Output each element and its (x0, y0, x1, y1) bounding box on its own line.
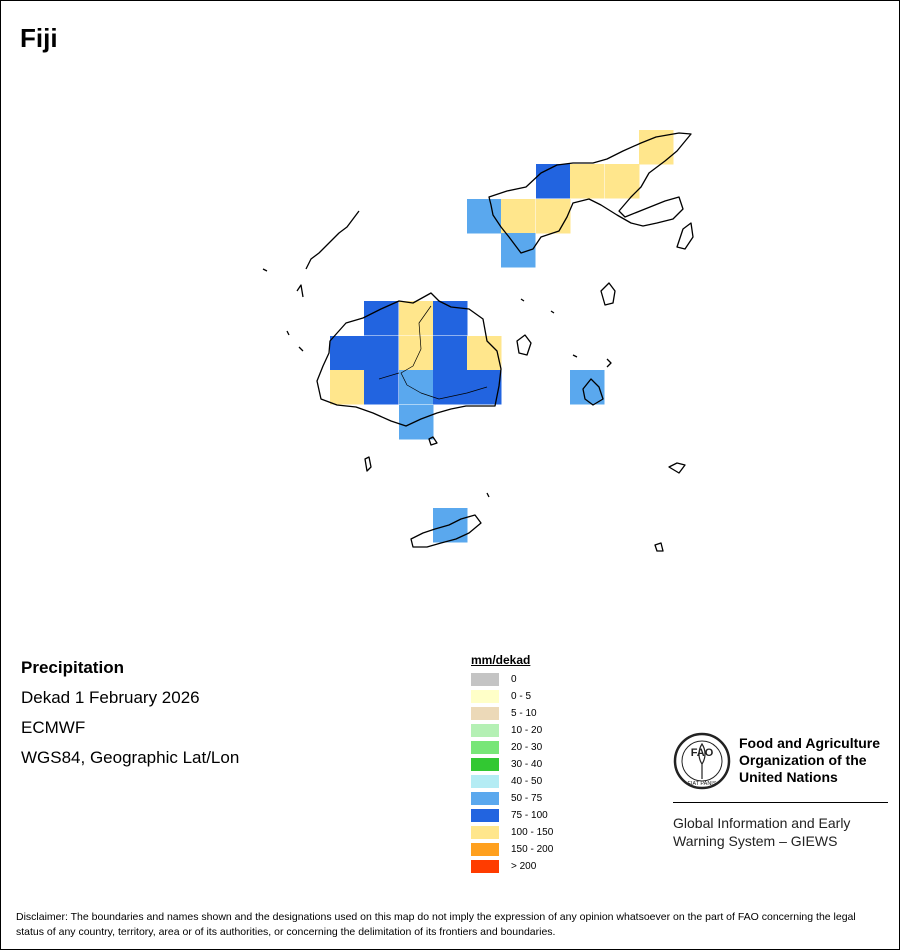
precipitation-cell (399, 370, 434, 405)
legend-label: 5 - 10 (511, 708, 537, 719)
precipitation-cell (364, 370, 399, 405)
precipitation-cell (399, 405, 434, 440)
precipitation-cell (570, 164, 605, 199)
precipitation-cell (364, 301, 399, 336)
taveuni-coast (677, 223, 693, 249)
legend-label: 75 - 100 (511, 810, 548, 821)
legend-entry (471, 756, 553, 773)
precipitation-cell (467, 336, 502, 371)
fao-logo-icon (673, 732, 731, 790)
legend-swatch (471, 673, 499, 686)
projection-label: WGS84, Geographic Lat/Lon (21, 748, 240, 767)
legend-entry (471, 671, 553, 688)
legend-label: 100 - 150 (511, 827, 554, 838)
legend-swatch (471, 724, 499, 737)
legend-swatch (471, 758, 499, 771)
legend-entry (471, 705, 553, 722)
legend-entry (471, 824, 553, 841)
legend-entry (471, 773, 553, 790)
legend-swatch (471, 860, 499, 873)
legend-swatch (471, 843, 499, 856)
precipitation-cell (501, 199, 536, 234)
precipitation-cell (330, 336, 365, 371)
legend-swatch (471, 792, 499, 805)
organization-divider (673, 802, 888, 803)
legend-label: 30 - 40 (511, 759, 543, 770)
legend-label: 150 - 200 (511, 844, 554, 855)
koro-coast (601, 283, 615, 305)
precipitation-cell (399, 336, 434, 371)
legend-label: 40 - 50 (511, 776, 543, 787)
precipitation-cell (536, 199, 571, 234)
legend-entry (471, 688, 553, 705)
variable-label: Precipitation (21, 658, 124, 677)
disclaimer: Disclaimer: The boundaries and names shown and the designations used on this map do not imply the expression of any opinion whatsoever on the part of FAO concerning the legal status of any country, territory, area or of its authorities, or concerning the delimitation of its frontiers and boundaries. (16, 911, 856, 938)
legend-entry (471, 807, 553, 824)
precipitation-cell (433, 336, 468, 371)
legend-label: 0 (511, 674, 517, 685)
organization-name: Food and Agriculture Organization of the United Nations (739, 735, 881, 785)
legend-label: 10 - 20 (511, 725, 543, 736)
legend-swatch (471, 826, 499, 839)
legend-swatch (471, 707, 499, 720)
legend-entry (471, 739, 553, 756)
precipitation-cell (330, 370, 365, 405)
precipitation-cell (433, 508, 468, 543)
source-label: ECMWF (21, 718, 86, 737)
system-name: Global Information and Early Warning System – GIEWS (673, 815, 851, 849)
legend-entry (471, 790, 553, 807)
precipitation-cell (364, 336, 399, 371)
legend-entry (471, 858, 553, 875)
legend-entry (471, 722, 553, 739)
precipitation-cell (536, 164, 571, 199)
legend-entry (471, 841, 553, 858)
legend-label: 20 - 30 (511, 742, 543, 753)
ovalau-coast (517, 335, 531, 355)
precipitation-cell (433, 370, 468, 405)
precipitation-cell (399, 301, 434, 336)
period-label: Dekad 1 February 2026 (21, 688, 200, 707)
precipitation-cell (467, 199, 502, 234)
precipitation-map (1, 101, 899, 621)
fao-logo-motto: FIAT PANIS (687, 781, 717, 787)
legend-swatch (471, 775, 499, 788)
page-title: Fiji (20, 23, 58, 53)
legend-swatch (471, 690, 499, 703)
legend-label: 50 - 75 (511, 793, 543, 804)
legend-label: > 200 (511, 861, 537, 872)
legend-swatch (471, 809, 499, 822)
legend-swatch (471, 741, 499, 754)
legend-title: mm/dekad (471, 653, 531, 667)
legend (471, 671, 553, 875)
legend-label: 0 - 5 (511, 691, 532, 702)
precipitation-grid (330, 130, 674, 543)
yasawa-islands (263, 211, 359, 297)
fao-logo-text: FAO (690, 747, 714, 759)
